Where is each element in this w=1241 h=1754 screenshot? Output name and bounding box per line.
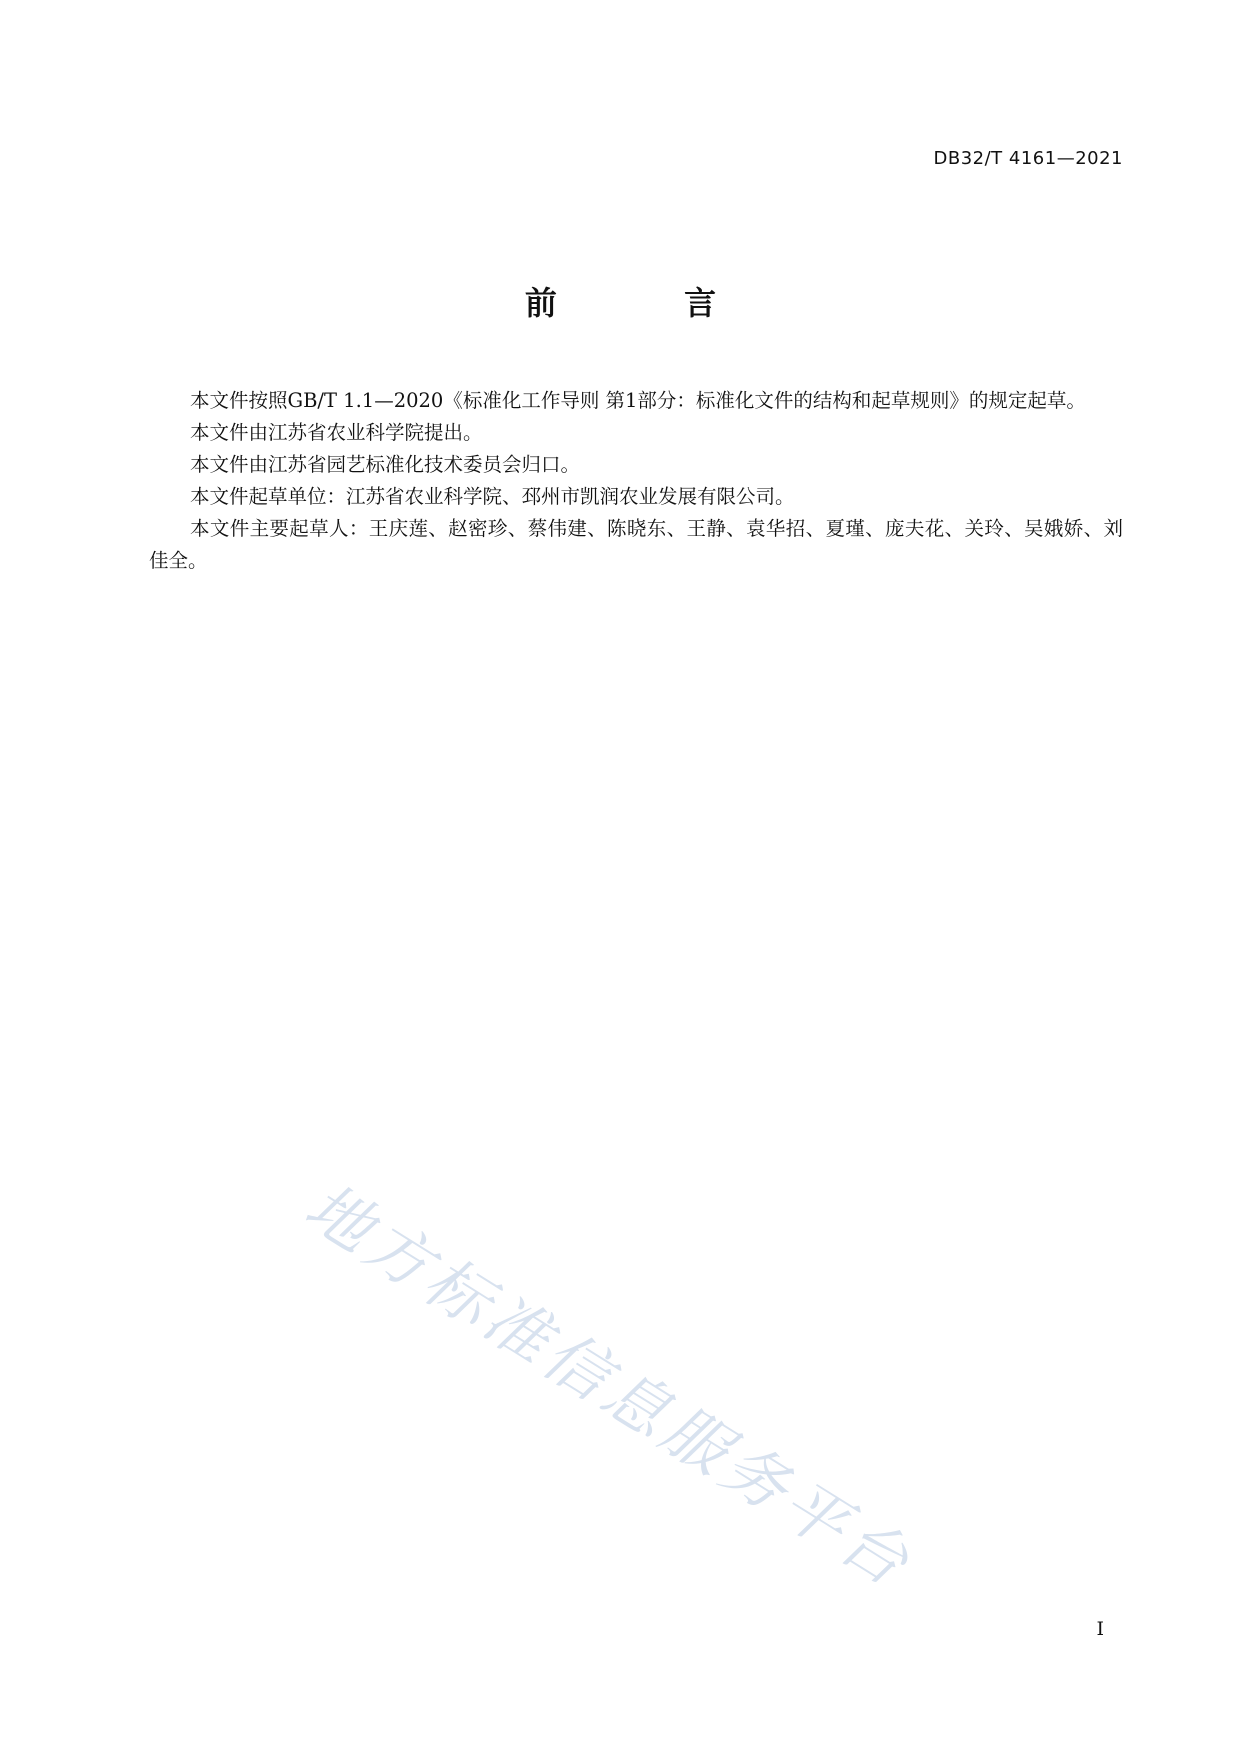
paragraph-drafting-units: 本文件起草单位：江苏省农业科学院、邳州市凯润农业发展有限公司。: [190, 485, 795, 508]
page-title: 前 言: [524, 284, 775, 322]
paragraph-committee: 本文件由江苏省园艺标准化技术委员会归口。: [190, 453, 581, 476]
watermark: 地方标准信息服务平台: [292, 1169, 926, 1604]
page-number: I: [1096, 1618, 1104, 1640]
document-code: DB32/T 4161—2021: [933, 148, 1123, 169]
paragraph-drafting-rules: 本文件按照GB/T 1.1—2020《标准化工作导则 第1部分：标准化文件的结构和起草规则》的规定起草。: [190, 389, 1086, 412]
paragraph-proposer: 本文件由江苏省农业科学院提出。: [190, 421, 483, 444]
paragraph-drafters: 本文件主要起草人：王庆莲、赵密珍、蔡伟建、陈晓东、王静、袁华招、夏瑾、庞夫花、关玲、吴娥娇、刘佳全。: [149, 517, 1123, 572]
foreword-body: [149, 385, 1123, 577]
